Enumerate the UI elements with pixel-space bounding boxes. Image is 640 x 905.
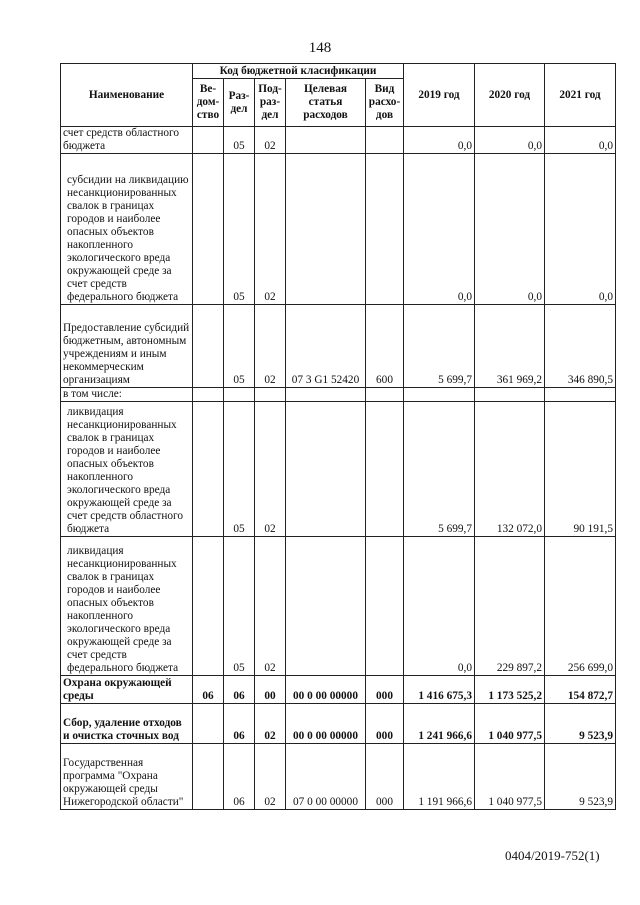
row-ved [193,704,224,744]
row-ved [193,388,224,402]
page-number: 148 [308,40,332,56]
row-celevaya [286,154,366,305]
row-name: в том числе: [61,388,193,402]
row-razdel: 06 [224,744,255,810]
table-row [61,744,616,810]
header-2019: 2019 год [404,64,475,127]
row-2020 [475,388,545,402]
row-vid [366,154,404,305]
row-ved [193,127,224,154]
header-name: Наименование [61,64,193,127]
row-2019: 0,0 [404,154,475,305]
row-2020: 1 040 977,5 [475,704,545,744]
document-code: 0404/2019-752(1) [505,848,600,863]
table-row [61,402,616,537]
row-ved [193,537,224,676]
row-2019: 0,0 [404,537,475,676]
row-2019: 1 191 966,6 [404,744,475,810]
row-2021: 0,0 [545,127,616,154]
header-ved: Ве-дом-ство [193,79,224,127]
row-vid [366,388,404,402]
row-celevaya [286,127,366,154]
row-podrazdel: 02 [255,537,286,676]
row-razdel: 05 [224,537,255,676]
row-2020: 0,0 [475,127,545,154]
row-celevaya: 07 0 00 00000 [286,744,366,810]
header-podrazdel: Под-раз-дел [255,79,286,127]
row-ved [193,402,224,537]
row-2021: 9 523,9 [545,704,616,744]
row-2020: 1 173 525,2 [475,676,545,704]
row-vid: 000 [366,676,404,704]
row-celevaya [286,537,366,676]
table-row [61,127,616,154]
row-2021: 90 191,5 [545,402,616,537]
row-vid [366,537,404,676]
row-name: субсидии на ликвидацию несанкционированных свалок в границах городов и наиболее опасных объектов накопленного экологического вреда окружающей среде за счет средств федерального бюджета [61,154,193,305]
row-ved [193,744,224,810]
row-celevaya [286,402,366,537]
row-2020: 361 969,2 [475,305,545,388]
row-2021 [545,388,616,402]
row-name: Государственная программа "Охрана окружающей среды Нижегородской области" [61,744,193,810]
row-podrazdel: 02 [255,402,286,537]
row-2021: 9 523,9 [545,744,616,810]
table-row [61,676,616,704]
table-row [61,537,616,676]
row-razdel: 06 [224,676,255,704]
header-budget-code: Код бюджетной класификации [193,64,404,79]
row-2019: 1 416 675,3 [404,676,475,704]
row-podrazdel [255,388,286,402]
header-celevaya: Целевая статья расходов [286,79,366,127]
row-podrazdel: 02 [255,744,286,810]
row-podrazdel: 02 [255,704,286,744]
row-2019 [404,388,475,402]
row-vid: 000 [366,744,404,810]
row-ved: 06 [193,676,224,704]
row-podrazdel: 02 [255,127,286,154]
row-razdel: 05 [224,154,255,305]
row-celevaya [286,388,366,402]
row-razdel: 06 [224,704,255,744]
row-2019: 0,0 [404,127,475,154]
row-vid: 600 [366,305,404,388]
row-2020: 132 072,0 [475,402,545,537]
row-name: Сбор, удаление отходов и очистка сточных вод [61,704,193,744]
row-2021: 0,0 [545,154,616,305]
row-ved [193,305,224,388]
table-row [61,154,616,305]
row-podrazdel: 00 [255,676,286,704]
row-celevaya: 00 0 00 00000 [286,704,366,744]
budget-table [60,63,616,810]
row-celevaya: 07 3 G1 52420 [286,305,366,388]
row-2020: 1 040 977,5 [475,744,545,810]
row-2021: 346 890,5 [545,305,616,388]
row-podrazdel: 02 [255,305,286,388]
row-name: ликвидация несанкционированных свалок в границах городов и наиболее опасных объектов накопленного экологического вреда окружающей среде за счет средств областного бюджета [61,402,193,537]
row-celevaya: 00 0 00 00000 [286,676,366,704]
row-ved [193,154,224,305]
row-razdel: 05 [224,305,255,388]
row-razdel: 05 [224,127,255,154]
row-2021: 154 872,7 [545,676,616,704]
table-row [61,388,616,402]
row-vid: 000 [366,704,404,744]
header-vid: Вид расхо-дов [366,79,404,127]
row-2019: 5 699,7 [404,305,475,388]
header-2020: 2020 год [475,64,545,127]
row-name: ликвидация несанкционированных свалок в границах городов и наиболее опасных объектов накопленного экологического вреда окружающей среде за счет средств федерального бюджета [61,537,193,676]
row-2021: 256 699,0 [545,537,616,676]
row-2020: 0,0 [475,154,545,305]
header-razdel: Раз-дел [224,79,255,127]
row-vid [366,402,404,537]
row-vid [366,127,404,154]
table-row [61,305,616,388]
row-name: Предоставление субсидий бюджетным, автономным учреждениям и иным некоммерческим организациям [61,305,193,388]
header-2021: 2021 год [545,64,616,127]
row-name: Охрана окружающей среды [61,676,193,704]
row-razdel [224,388,255,402]
row-razdel: 05 [224,402,255,537]
table-row [61,704,616,744]
row-2019: 1 241 966,6 [404,704,475,744]
row-name: счет средств областного бюджета [61,127,193,154]
row-2020: 229 897,2 [475,537,545,676]
row-2019: 5 699,7 [404,402,475,537]
row-podrazdel: 02 [255,154,286,305]
